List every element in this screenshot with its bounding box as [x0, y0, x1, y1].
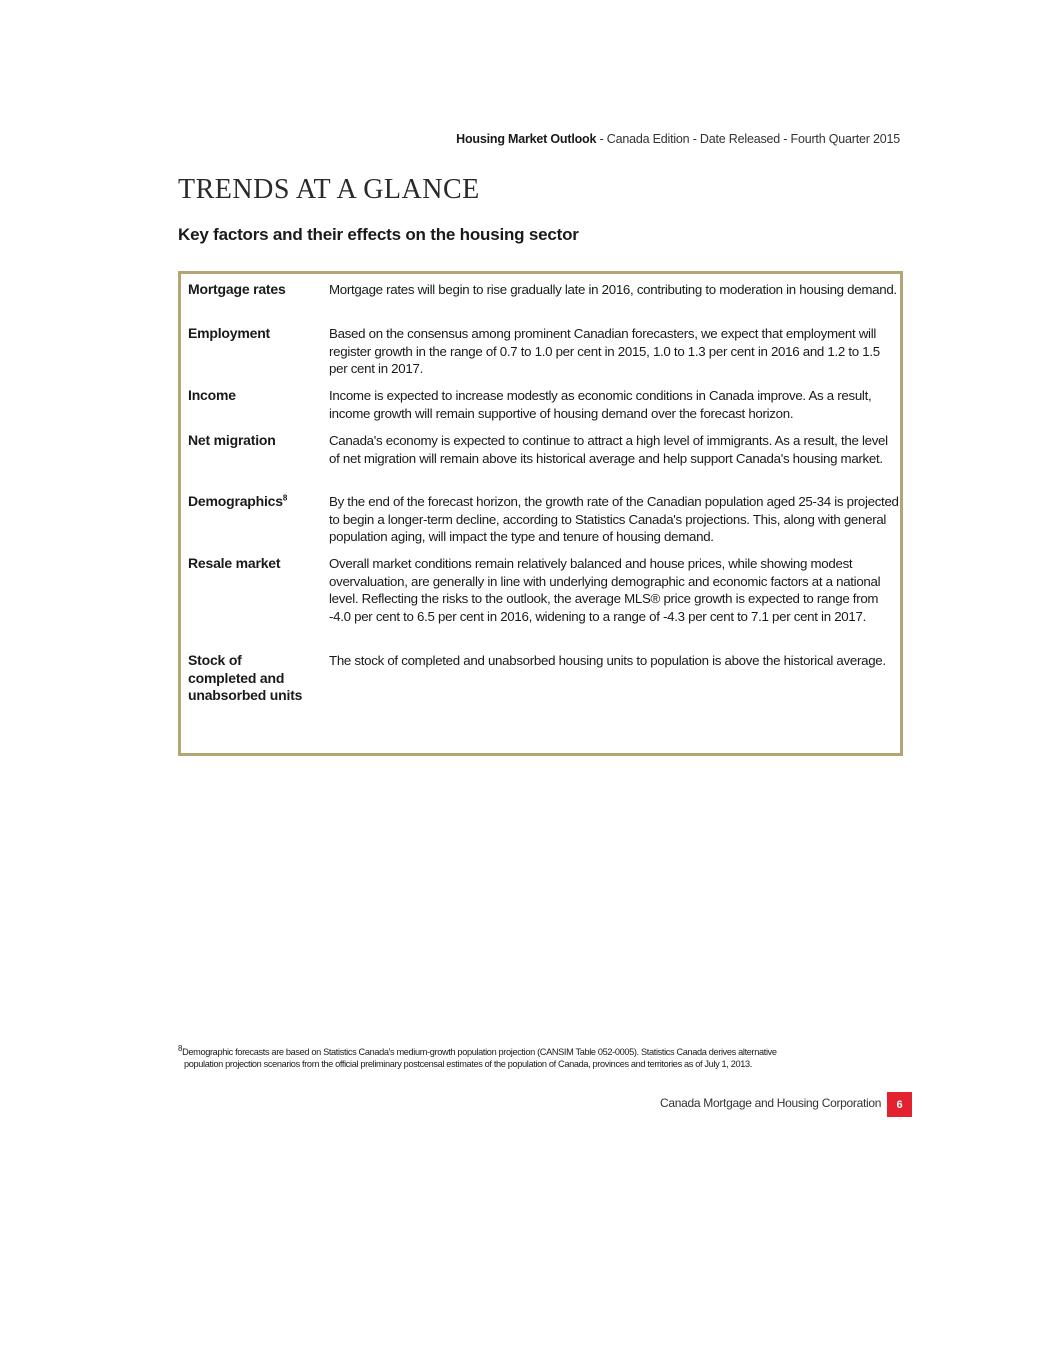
- factor-label: [188, 493, 316, 511]
- factor-description: By the end of the forecast horizon, the growth rate of the Canadian population aged 25-34 is projected to begin a longer-term decline, according to Statistics Canada's projections. This, along with general population aging, will impact the type and tenure of housing demand.: [329, 494, 899, 544]
- factor-label: Resale market: [188, 555, 281, 571]
- footnote-line-2: population projection scenarios from the official preliminary postcensal estimates of the population of Canada, provinces and territories as of July 1, 2013.: [184, 1059, 752, 1069]
- factor-label: Income: [188, 387, 236, 403]
- factor-description: The stock of completed and unabsorbed housing units to population is above the historical average.: [329, 653, 886, 668]
- factor-description: Canada's economy is expected to continue to attract a high level of immigrants. As a result, the level of net migration will remain above its historical average and help support Canada's housing market.: [329, 433, 888, 466]
- publication-details: - Canada Edition - Date Released - Fourth Quarter 2015: [596, 132, 900, 146]
- factor-label: Mortgage rates: [188, 281, 286, 297]
- publication-name: Housing Market Outlook: [456, 132, 597, 146]
- footnote: [178, 1043, 878, 1070]
- section-subtitle: Key factors and their effects on the housing sector: [178, 225, 579, 244]
- factor-description: Based on the consensus among prominent Canadian forecasters, we expect that employment will register growth in the range of 0.7 to 1.0 per cent in 2015, 1.0 to 1.3 per cent in 2016 and 1.2 to 1.5 per cent in 2017.: [329, 326, 880, 376]
- footnote-reference: 8: [282, 493, 288, 503]
- key-factors-table: [178, 271, 903, 756]
- footnote-marker: 8: [178, 1043, 183, 1053]
- factor-description: Mortgage rates will begin to rise gradually late in 2016, contributing to moderation in housing demand.: [329, 282, 897, 297]
- running-header: [456, 132, 900, 146]
- factor-label: Net migration: [188, 432, 276, 448]
- page-title: TRENDS AT A GLANCE: [178, 174, 480, 205]
- footnote-line-1: [178, 1043, 878, 1058]
- page-number-badge: 6: [887, 1092, 912, 1117]
- factor-label: Stock of completed and unabsorbed units: [188, 652, 303, 703]
- factor-label-text: Demographics: [188, 493, 283, 509]
- footnote-text-1: Demographic forecasts are based on Statistics Canada's medium-growth population projection (CANSIM Table 052-0005). Statistics Canada derives alternative: [182, 1047, 777, 1057]
- factor-description: Income is expected to increase modestly as economic conditions in Canada improve. As a result, income growth will remain supportive of housing demand over the forecast horizon.: [329, 388, 872, 421]
- footer-organization: Canada Mortgage and Housing Corporation: [660, 1096, 882, 1110]
- factor-label: Employment: [188, 325, 271, 341]
- factor-description: Overall market conditions remain relatively balanced and house prices, while showing modest overvaluation, are generally in line with underlying demographic and economic factors at a national level. Reflecting the risks to the outlook, the average MLS® price growth is expected to range from -4.0 per cent to 6.5 per cent in 2016, widening to a range of -4.3 per cent to 7.1 per cent in 2017.: [329, 556, 881, 624]
